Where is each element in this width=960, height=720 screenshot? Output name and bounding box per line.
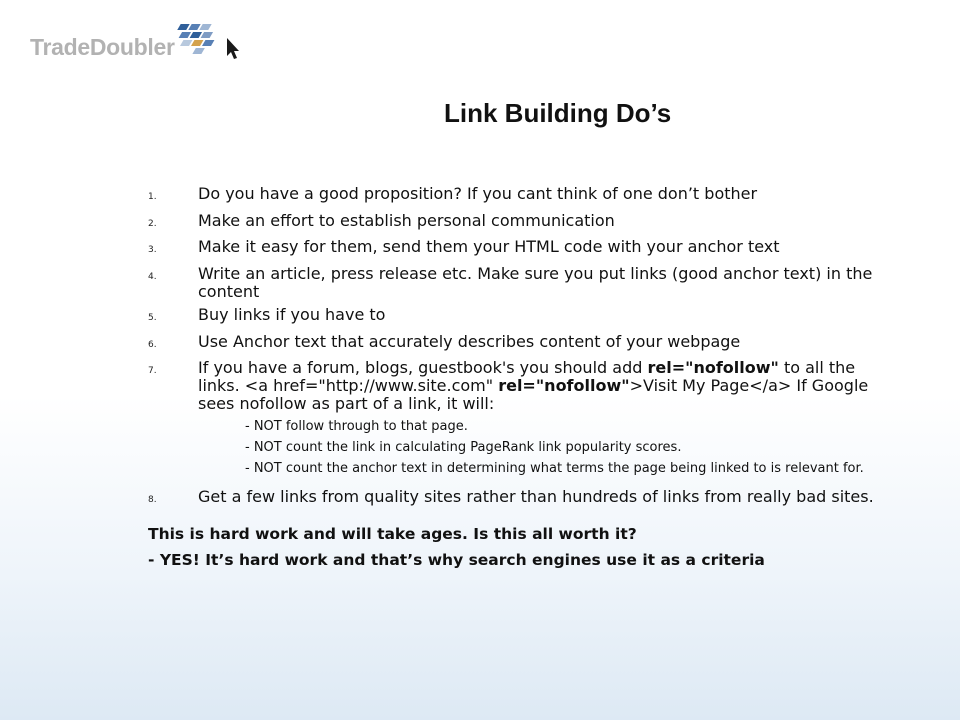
conclusion	[148, 525, 898, 569]
nofollow-attribute: rel="nofollow"	[498, 376, 630, 395]
item-number: 8.	[148, 494, 157, 505]
item-text-part: If you have a forum, blogs, guestbook's you should add	[198, 358, 648, 377]
list-item	[148, 306, 898, 327]
sub-item: - NOT follow through to that page.	[245, 419, 468, 434]
item-number: 3.	[148, 245, 157, 255]
conclusion-answer: - YES! It’s hard work and that’s why search engines use it as a criteria	[148, 550, 765, 569]
item-number: 2.	[148, 218, 157, 229]
logo-text: TradeDoubler	[30, 34, 175, 60]
list-item	[148, 333, 898, 354]
slide-title: Link Building Do’s	[444, 98, 672, 128]
sub-item: - NOT count the link in calculating PageRank link popularity scores.	[245, 440, 682, 455]
item-text	[198, 359, 898, 482]
nofollow-effects-list	[245, 419, 898, 477]
sub-item: - NOT count the anchor text in determining what terms the page being linked to is relevant for.	[245, 461, 864, 476]
slide-content	[148, 185, 898, 577]
list-item	[148, 265, 898, 301]
link-building-list	[148, 185, 898, 509]
conclusion-question: This is hard work and will take ages. Is this all worth it?	[148, 524, 637, 543]
item-number: 7.	[148, 366, 157, 376]
list-item-nofollow	[148, 359, 898, 482]
item-text: Use Anchor text that accurately describes content of your webpage	[198, 331, 741, 351]
item-number: 4.	[148, 271, 157, 282]
item-number: 6.	[148, 339, 157, 350]
item-number: 5.	[148, 313, 157, 323]
list-item	[148, 212, 898, 233]
item-text-part: to all the links. <a href="http://www.site.com"	[198, 358, 856, 395]
list-item	[148, 185, 898, 206]
tradedoubler-logo	[30, 20, 240, 65]
item-text: Get a few links from quality sites rather than hundreds of links from really bad sites.	[198, 486, 874, 506]
item-text: Make an effort to establish personal communication	[198, 210, 615, 230]
item-text: Do you have a good proposition? If you cant think of one don’t bother	[198, 184, 758, 203]
list-item	[148, 238, 898, 259]
tradedoubler-logo-mark-icon	[165, 20, 240, 60]
item-text: Write an article, press release etc. Make sure you put links (good anchor text) in the content	[198, 263, 873, 301]
nofollow-attribute: rel="nofollow"	[647, 358, 779, 377]
item-text: Buy links if you have to	[198, 305, 386, 324]
list-item	[148, 488, 898, 509]
item-number: 1.	[148, 192, 157, 202]
item-text-part: >Visit My Page</a> If Google sees nofollow as part of a link, it will:	[198, 376, 869, 413]
item-text: Make it easy for them, send them your HTML code with your anchor text	[198, 237, 780, 256]
